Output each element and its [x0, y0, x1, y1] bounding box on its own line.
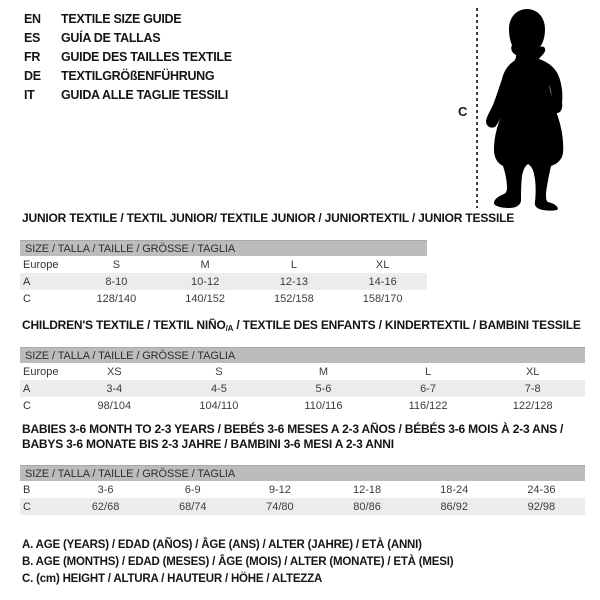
lang-label: GUIDA ALLE TAGLIE TESSILI: [61, 88, 229, 102]
measure-legend: [22, 537, 453, 588]
value-cell: 24-36: [527, 483, 556, 496]
children-table: [20, 347, 585, 414]
value-cell: XL: [375, 258, 390, 271]
value-cell: 158/170: [362, 292, 403, 305]
babies-title-line1: BABIES 3-6 MONTH TO 2-3 YEARS / BEBÉS 3-6 MESES A 2-3 AÑOS / BÉBÉS 3-6 MOIS À 2-3 ANS /: [22, 422, 564, 436]
children-size-table: [20, 363, 585, 414]
lang-code: FR: [24, 50, 41, 64]
babies-title-line2: BABYS 3-6 MONATE BIS 2-3 JAHRE / BAMBINI 3-6 MESI A 2-3 ANNI: [22, 437, 394, 451]
height-measure-label: C: [458, 104, 468, 119]
junior-table: [20, 240, 427, 307]
row-label-cell: B: [23, 483, 31, 496]
table-row: [20, 397, 585, 414]
row-label-cell: Europe: [23, 258, 59, 271]
table-row: [20, 498, 585, 515]
lang-row-es: [24, 29, 232, 48]
value-cell: 140/152: [185, 292, 225, 305]
value-cell: 7-8: [524, 382, 541, 395]
value-cell: 8-10: [105, 275, 128, 288]
babies-table-title: [22, 422, 563, 452]
legend-line-b: B. AGE (MONTHS) / EDAD (MESES) / ÂGE (MOIS) / ALTER (MONATE) / ETÀ (MESI): [22, 556, 454, 568]
value-cell: 5-6: [315, 382, 332, 395]
lang-row-en: [24, 10, 232, 29]
table-row: [20, 363, 585, 380]
value-cell: L: [425, 365, 432, 378]
value-cell: 4-5: [210, 382, 227, 395]
table-row: [20, 273, 427, 290]
value-cell: 3-4: [106, 382, 123, 395]
value-cell: XL: [525, 365, 540, 378]
row-label-cell: Europe: [23, 365, 59, 378]
table-row: [20, 290, 427, 307]
baby-height-figure: [450, 0, 600, 215]
table-row: [20, 256, 427, 273]
value-cell: 92/98: [527, 500, 556, 513]
size-header-bar: SIZE / TALLA / TAILLE / GRÖSSE / TAGLIA: [20, 240, 427, 256]
value-cell: XS: [106, 365, 122, 378]
legend-line-c: C. (cm) HEIGHT / ALTURA / HAUTEUR / HÖHE / ALTEZZA: [22, 573, 323, 585]
lang-label: GUIDE DES TAILLES TEXTILE: [61, 50, 232, 64]
baby-silhouette-icon: [483, 5, 573, 211]
row-label-cell: C: [23, 500, 31, 513]
value-cell: M: [200, 258, 210, 271]
value-cell: 74/80: [266, 500, 294, 513]
row-label-cell: C: [23, 399, 31, 412]
legend-line-a: A. AGE (YEARS) / EDAD (AÑOS) / ÂGE (ANS) / ALTER (JAHRE) / ETÀ (ANNI): [22, 539, 422, 551]
value-cell: L: [290, 258, 297, 271]
value-cell: 98/104: [97, 399, 132, 412]
value-cell: 116/122: [408, 399, 448, 412]
value-cell: 9-12: [268, 483, 291, 496]
junior-table-title: JUNIOR TEXTILE / TEXTIL JUNIOR/ TEXTILE JUNIOR / JUNIORTEXTIL / JUNIOR TESSILE: [22, 211, 515, 225]
lang-code: ES: [24, 31, 41, 45]
size-header-bar: SIZE / TALLA / TAILLE / GRÖSSE / TAGLIA: [20, 347, 585, 363]
value-cell: 18-24: [440, 483, 469, 496]
value-cell: M: [318, 365, 329, 378]
lang-code: EN: [24, 12, 41, 26]
lang-code: IT: [24, 88, 35, 102]
value-cell: 86/92: [440, 500, 468, 513]
value-cell: 12-13: [279, 275, 308, 288]
lang-row-de: [24, 67, 232, 86]
value-cell: 104/110: [199, 399, 239, 412]
value-cell: 80/86: [353, 500, 381, 513]
value-cell: 6-7: [420, 382, 437, 395]
junior-size-table: [20, 256, 427, 307]
lang-code: DE: [24, 69, 41, 83]
babies-table: [20, 465, 585, 515]
value-cell: S: [112, 258, 121, 271]
row-label-cell: A: [23, 275, 31, 288]
lang-row-it: [24, 86, 232, 105]
value-cell: 128/140: [96, 292, 137, 305]
lang-label: GUÍA DE TALLAS: [61, 31, 161, 45]
table-row: [20, 481, 585, 498]
value-cell: 10-12: [191, 275, 220, 288]
value-cell: 12-18: [352, 483, 382, 496]
language-title-list: [24, 10, 232, 105]
children-title-subscript: /A: [225, 324, 234, 333]
value-cell: S: [215, 365, 223, 378]
value-cell: 68/74: [178, 500, 207, 513]
children-table-title: [22, 318, 581, 333]
row-label-cell: C: [23, 292, 31, 305]
lang-row-fr: [24, 48, 232, 67]
value-cell: 3-6: [97, 483, 114, 496]
value-cell: 14-16: [368, 275, 397, 288]
value-cell: 6-9: [184, 483, 201, 496]
children-title-prefix: CHILDREN'S TEXTILE / TEXTIL NIÑO: [22, 318, 226, 332]
lang-label: TEXTILGRÖßENFÜHRUNG: [61, 69, 215, 83]
value-cell: 62/68: [91, 500, 120, 513]
row-label-cell: A: [23, 382, 31, 395]
children-title-suffix: / TEXTILE DES ENFANTS / KINDERTEXTIL / BAMBINI TESSILE: [233, 318, 581, 332]
value-cell: 152/158: [273, 292, 314, 305]
value-cell: 110/116: [304, 399, 343, 412]
table-row: [20, 380, 585, 397]
size-header-bar: SIZE / TALLA / TAILLE / GRÖSSE / TAGLIA: [20, 465, 585, 481]
value-cell: 122/128: [512, 399, 553, 412]
lang-label: TEXTILE SIZE GUIDE: [61, 12, 182, 26]
babies-size-table: [20, 481, 585, 515]
height-dotted-line: [476, 8, 478, 208]
